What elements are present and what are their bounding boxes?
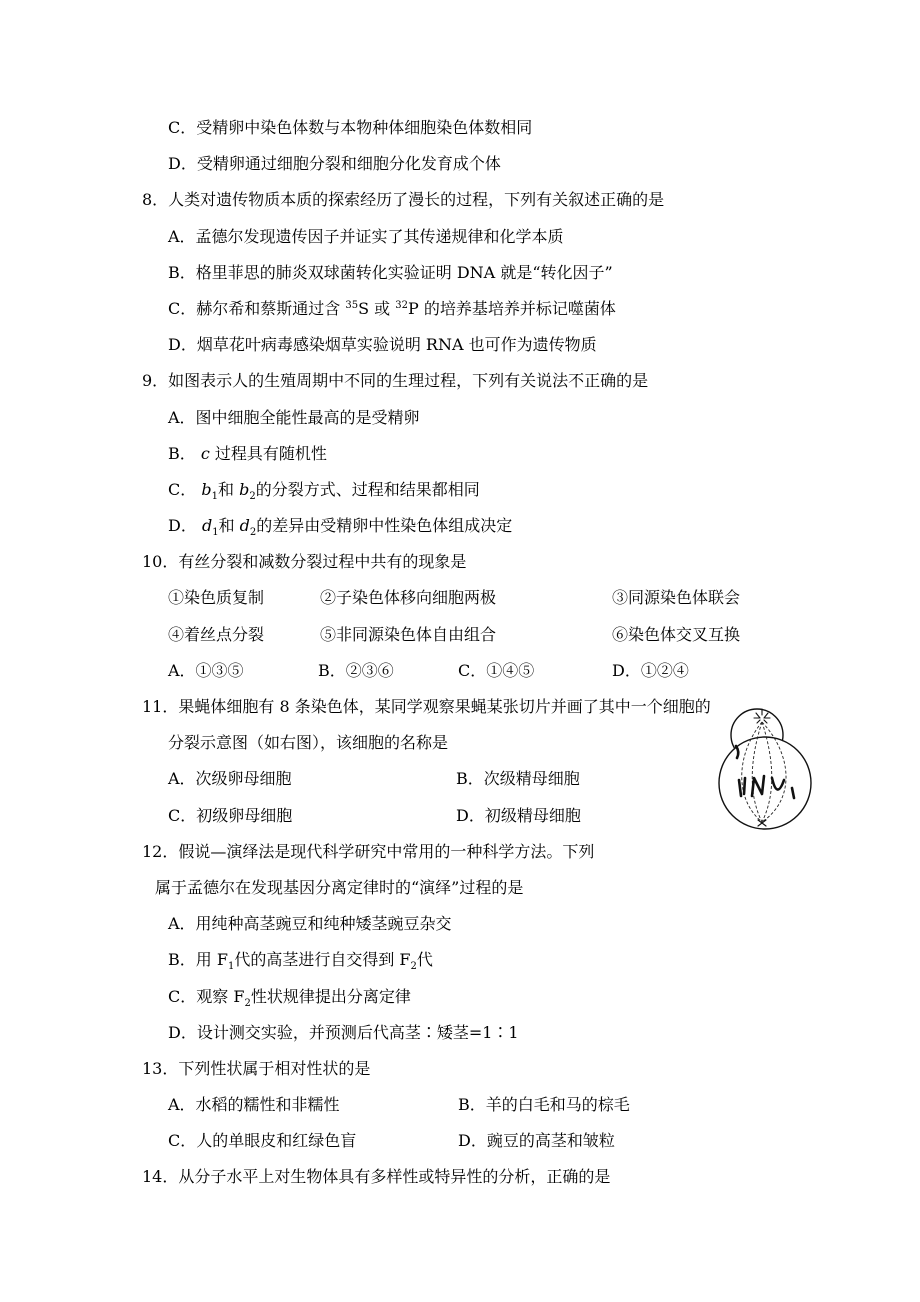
q8-option-c-text: C．赫尔希和蔡斯通过含 xyxy=(168,298,341,318)
phenomenon-item: ④着丝点分裂 xyxy=(168,624,265,644)
subscript: 2 xyxy=(249,490,256,502)
option-text: 的分裂方式、过程和结果都相同 xyxy=(255,479,480,499)
option-text: 的差异由受精卵中性染色体组成决定 xyxy=(256,516,513,536)
q10-option-d: D．①②④ xyxy=(612,660,689,680)
q13-stem: 13．下列性状属于相对性状的是 xyxy=(142,1058,371,1078)
q11-stem: 11．果蝇体细胞有 8 条染色体，某同学观察果蝇某张切片并画了其中一个细胞的 xyxy=(142,697,711,716)
q11-option-a: A．次级卵母细胞 xyxy=(168,769,292,789)
q11-stem-continued: 分裂示意图（如右图），该细胞的名称是 xyxy=(168,733,449,753)
cell-interior xyxy=(720,738,811,829)
q14-stem: 14．从分子水平上对生物体具有多样性或特异性的分析，正确的是 xyxy=(142,1167,611,1187)
option-text: 过程具有随机性 xyxy=(214,443,327,463)
q8-option-d: D．烟草花叶病毒感染烟草实验说明 RNA 也可作为遗传物质 xyxy=(168,335,597,355)
phenomenon-item: ⑥染色体交叉互换 xyxy=(612,624,741,644)
q13-option-a: A．水稻的糯性和非糯性 xyxy=(168,1095,340,1115)
chromosome xyxy=(744,778,745,794)
q11-option-b: B．次级精母细胞 xyxy=(456,769,580,789)
q10-option-c: C．①④⑤ xyxy=(458,660,535,680)
subscript: 1 xyxy=(227,961,235,973)
q12-option-c xyxy=(0,979,920,1015)
q10-option-b: B．②③⑥ xyxy=(318,660,394,680)
variable: d xyxy=(239,516,250,536)
q12-option-a: A．用纯种高茎豌豆和纯种矮茎豌豆杂交 xyxy=(168,914,452,934)
q8-option-c xyxy=(0,291,920,327)
q8-stem: 8．人类对遗传物质本质的探索经历了漫长的过程，下列有关叙述正确的是 xyxy=(142,190,665,210)
option-text: 代的高茎进行自交得到 F xyxy=(234,950,411,970)
q8-option-b: B．格里菲思的肺炎双球菌转化实验证明 DNA 就是“转化因子” xyxy=(168,262,613,282)
option-label: D． xyxy=(168,516,197,536)
q9-option-d xyxy=(0,508,920,544)
option-text: 性状规律提出分离定律 xyxy=(250,986,411,1006)
option-text: C．观察 F xyxy=(168,986,245,1006)
q9-stem: 9．如图表示人的生殖周期中不同的生理过程，下列有关说法不正确的是 xyxy=(142,371,649,391)
q11-option-d: D．初级精母细胞 xyxy=(456,805,581,825)
subscript: 2 xyxy=(410,961,417,973)
option-text: 和 xyxy=(218,516,235,536)
q7-option-c: C．受精卵中染色体数与本物种体细胞染色体数相同 xyxy=(168,118,533,137)
q9-option-a: A．图中细胞全能性最高的是受精卵 xyxy=(168,407,420,427)
subscript: 2 xyxy=(249,527,257,539)
variable: c xyxy=(200,443,210,463)
q12-option-b xyxy=(0,942,920,978)
q13-option-d: D．豌豆的高茎和皱粒 xyxy=(458,1131,615,1151)
variable: b xyxy=(239,479,250,499)
q9-option-b xyxy=(0,436,920,472)
q13-options-row xyxy=(0,1123,920,1159)
q12-stem-continued: 属于孟德尔在发现基因分离定律时的“演绎”过程的是 xyxy=(155,877,524,897)
variable: b xyxy=(201,479,212,499)
variable: d xyxy=(201,516,213,536)
subscript: 1 xyxy=(212,527,219,539)
q9-option-c xyxy=(0,472,920,508)
q12-option-d: D．设计测交实验，并预测后代高茎∶矮茎=1∶1 xyxy=(168,1022,519,1042)
q8-option-c-text: S 或 xyxy=(358,298,391,318)
option-text: 和 xyxy=(217,479,234,499)
phenomenon-item: ①染色质复制 xyxy=(168,588,265,608)
option-text: B．用 F xyxy=(168,950,228,970)
q11-option-c: C．初级卵母细胞 xyxy=(168,805,293,825)
question-list xyxy=(0,110,920,1196)
q8-option-c-text: P 的培养基培养并标记噬菌体 xyxy=(407,298,616,318)
q8-option-c-superscript: 32 xyxy=(395,299,408,311)
cell-division-figure xyxy=(714,704,816,832)
phenomenon-item: ③同源染色体联会 xyxy=(612,588,741,608)
subscript: 1 xyxy=(211,490,218,502)
phenomenon-item: ②子染色体移向细胞两极 xyxy=(320,588,497,608)
q10-phenomena-row xyxy=(0,617,920,653)
q7-option-d: D．受精卵通过细胞分裂和细胞分化发育成个体 xyxy=(168,154,501,174)
q10-option-a: A．①③⑤ xyxy=(168,660,244,680)
q13-options-row xyxy=(0,1087,920,1123)
option-label: C． xyxy=(168,479,197,499)
q10-options-row xyxy=(0,653,920,689)
option-label: B． xyxy=(168,443,196,463)
q12-stem: 12．假说—演绎法是现代科学研究中常用的一种科学方法。下列 xyxy=(142,841,595,861)
q13-option-b: B．羊的白毛和马的棕毛 xyxy=(458,1095,630,1115)
q13-option-c: C．人的单眼皮和红绿色盲 xyxy=(168,1131,357,1151)
phenomenon-item: ⑤非同源染色体自由组合 xyxy=(320,624,497,644)
q8-option-c-superscript: 35 xyxy=(345,299,359,311)
subscript: 2 xyxy=(244,997,251,1009)
q10-stem: 10．有丝分裂和减数分裂过程中共有的现象是 xyxy=(142,552,467,572)
q8-option-a: A．孟德尔发现遗传因子并证实了其传递规律和化学本质 xyxy=(168,226,564,246)
option-text: 代 xyxy=(416,950,433,970)
q10-phenomena-row xyxy=(0,580,920,616)
